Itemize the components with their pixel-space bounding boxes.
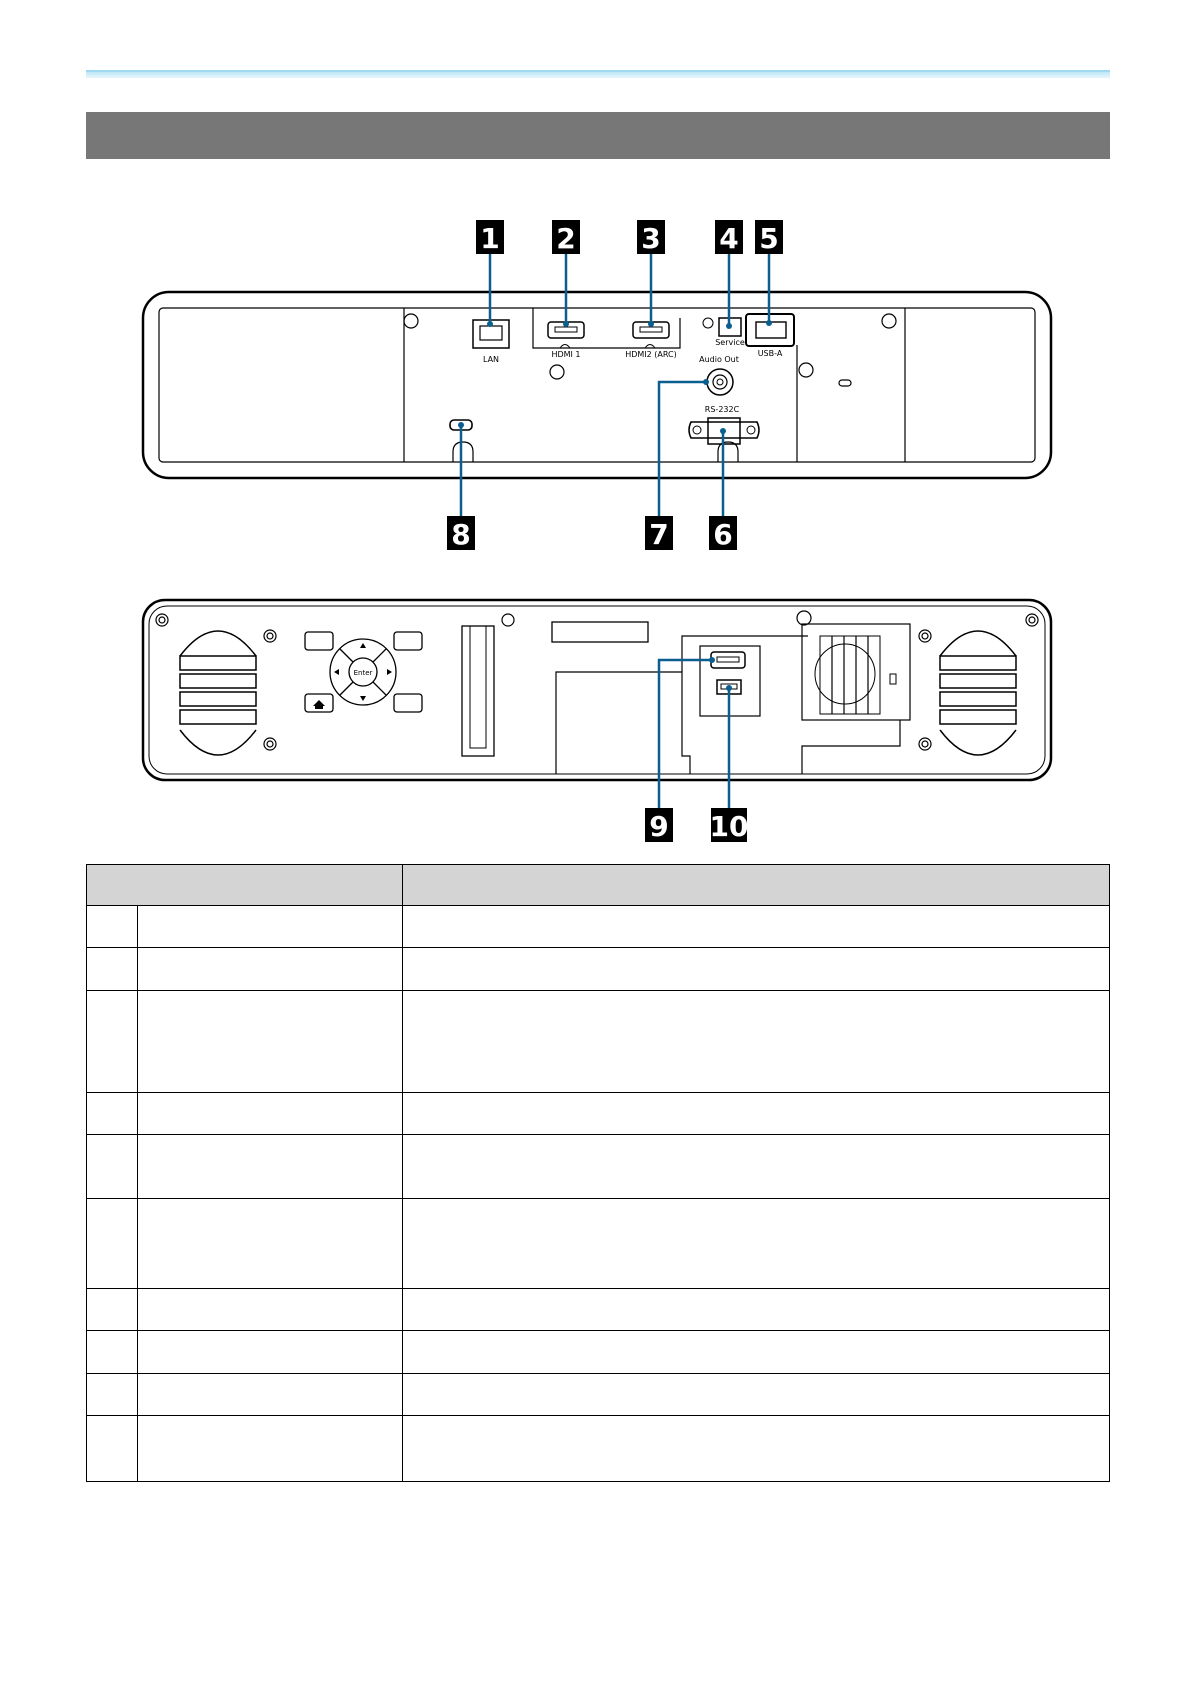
row-num [87, 1331, 138, 1374]
row-name [138, 948, 403, 991]
table-header-desc [403, 865, 1110, 906]
usb-a-label: USB-A [757, 349, 783, 358]
table-row [87, 1135, 1110, 1199]
svg-text:5: 5 [759, 222, 779, 255]
hdmi2-label: HDMI2 (ARC) [625, 350, 677, 359]
lan-label: LAN [482, 355, 500, 364]
svg-text:10: 10 [709, 810, 749, 843]
row-desc [403, 1199, 1110, 1289]
svg-text:4: 4 [719, 222, 739, 255]
callout-8 [447, 516, 475, 551]
row-name [138, 1135, 403, 1199]
table-row [87, 991, 1110, 1093]
top-body-outline [143, 600, 1051, 780]
row-name [138, 906, 403, 948]
row-desc [403, 906, 1110, 948]
row-name [138, 991, 403, 1093]
row-desc [403, 948, 1110, 991]
svg-text:7: 7 [649, 518, 669, 551]
svg-text:1: 1 [480, 222, 500, 255]
table-header-name [87, 865, 403, 906]
callout-7 [645, 516, 673, 551]
row-desc [403, 1135, 1110, 1199]
table-row [87, 1416, 1110, 1482]
callout-9 [645, 808, 673, 843]
service-label: Service [715, 338, 745, 347]
svg-text:9: 9 [649, 810, 669, 843]
row-num [87, 1093, 138, 1135]
rs232c-label: RS-232C [704, 405, 740, 414]
table-row [87, 1093, 1110, 1135]
table-row [87, 1331, 1110, 1374]
header-rule [86, 70, 1110, 78]
row-desc [403, 1331, 1110, 1374]
svg-text:2: 2 [556, 222, 576, 255]
table-row [87, 948, 1110, 991]
svg-text:6: 6 [713, 518, 733, 551]
row-num [87, 991, 138, 1093]
svg-text:3: 3 [641, 222, 661, 255]
enter-button-label: Enter [353, 669, 373, 677]
hdmi1-label: HDMI 1 [551, 350, 581, 359]
row-name [138, 1331, 403, 1374]
table-row [87, 1374, 1110, 1416]
table-header-row [87, 865, 1110, 906]
row-num [87, 948, 138, 991]
callout-3 [637, 220, 665, 255]
audio-out-label: Audio Out [699, 355, 739, 364]
row-desc [403, 1093, 1110, 1135]
callout-5 [755, 220, 783, 255]
callout-6 [709, 516, 737, 551]
top-panel-figure [0, 596, 1190, 852]
callout-2 [552, 220, 580, 255]
row-name [138, 1374, 403, 1416]
parts-table [86, 864, 1110, 1482]
row-name [138, 1289, 403, 1331]
row-name [138, 1199, 403, 1289]
svg-text:8: 8 [451, 518, 471, 551]
row-num [87, 1374, 138, 1416]
row-name [138, 1416, 403, 1482]
table-row [87, 906, 1110, 948]
row-desc [403, 1289, 1110, 1331]
row-num [87, 1289, 138, 1331]
callout-1 [476, 220, 504, 255]
row-num [87, 906, 138, 948]
row-desc [403, 1374, 1110, 1416]
section-title-bar [86, 112, 1110, 159]
row-desc [403, 1416, 1110, 1482]
table-row [87, 1289, 1110, 1331]
row-name [138, 1093, 403, 1135]
callout-10 [710, 808, 749, 843]
table-row [87, 1199, 1110, 1289]
row-num [87, 1135, 138, 1199]
rear-body-outline [143, 292, 1051, 478]
rear-panel-figure [0, 220, 1190, 560]
callout-4 [715, 220, 743, 255]
row-desc [403, 991, 1110, 1093]
row-num [87, 1416, 138, 1482]
row-num [87, 1199, 138, 1289]
